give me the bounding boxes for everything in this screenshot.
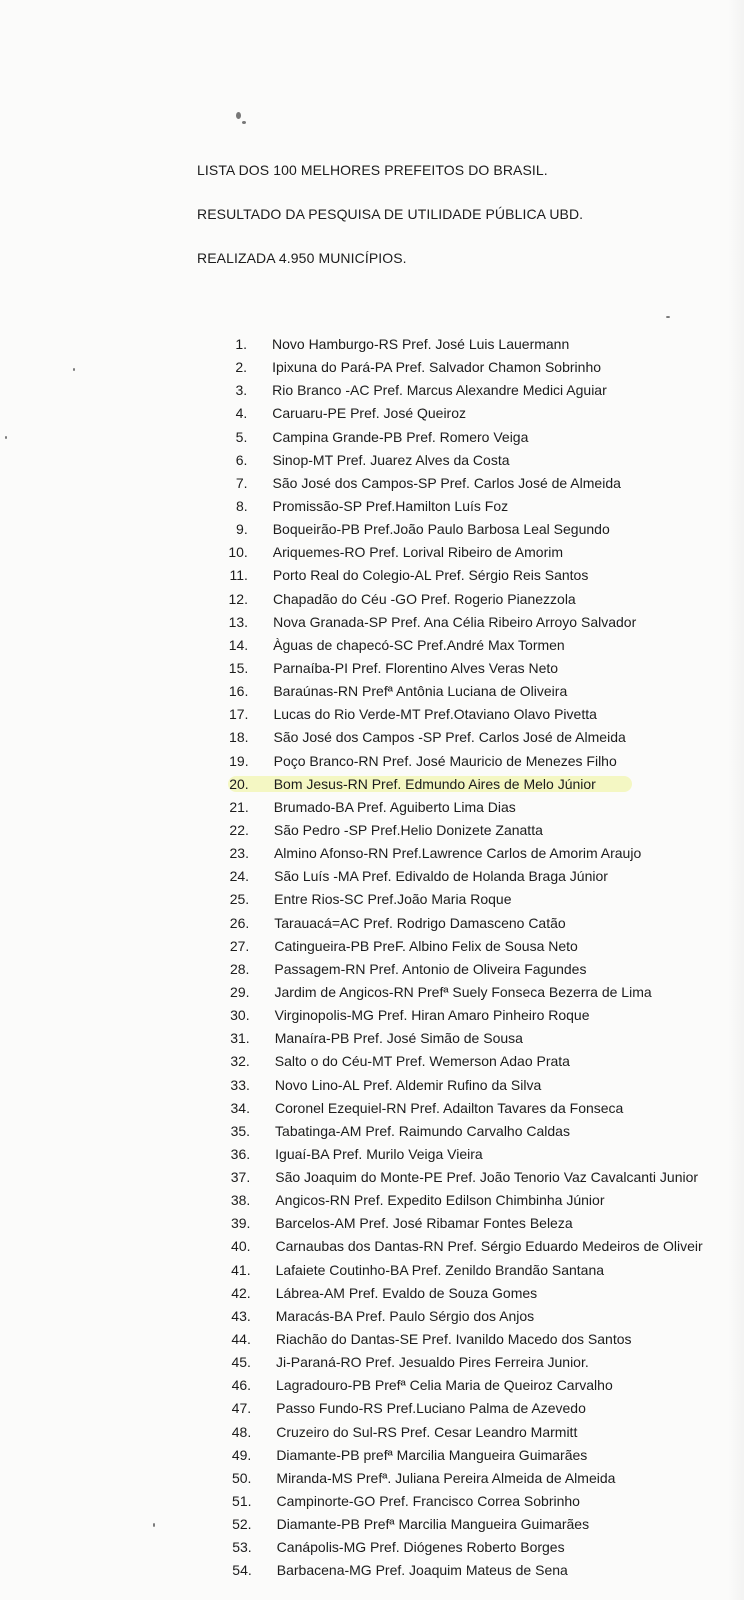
- list-item-number: 41.: [231, 1261, 251, 1278]
- list-item-number: 32.: [230, 1053, 250, 1070]
- list-item: [0, 1259, 744, 1282]
- list-item-text: Almino Afonso-RN Pref.Lawrence Carlos de Amorim Araujo: [273, 845, 642, 862]
- list-item-text: Lucas do Rio Verde-MT Pref.Otaviano Olavo Pivetta: [273, 706, 597, 723]
- list-item: [0, 1444, 744, 1467]
- list-item: [0, 634, 744, 657]
- list-item: [0, 657, 744, 680]
- list-item-text: Campinorte-GO Pref. Francisco Correa Sobrinho: [276, 1493, 580, 1510]
- document-subtitle: RESULTADO DA PESQUISA DE UTILIDADE PÚBLICA UBD.: [197, 206, 584, 222]
- list-item-text: Novo Hamburgo-RS Pref. José Luis Lauermann: [272, 336, 570, 352]
- list-item-number: 44.: [231, 1331, 251, 1348]
- list-item-text: Carnaubas dos Dantas-RN Pref. Sérgio Eduardo Medeiros de Oliveir: [275, 1238, 703, 1255]
- list-item: [0, 356, 744, 379]
- list-item-number: 34.: [230, 1099, 250, 1116]
- list-item-number: 17.: [228, 706, 249, 723]
- list-item: [0, 935, 744, 958]
- list-item-number: 26.: [229, 914, 250, 931]
- list-item-text: Ariquemes-RO Pref. Lorival Ribeiro de Amorim: [272, 544, 564, 561]
- list-item-text: São Luís -MA Pref. Edivaldo de Holanda Braga Júnior: [274, 868, 608, 885]
- list-item: [0, 1166, 744, 1189]
- list-item: [0, 541, 744, 564]
- list-item-number: 53.: [232, 1539, 252, 1556]
- list-item-number: 47.: [231, 1400, 252, 1417]
- list-item-number: 43.: [231, 1307, 251, 1324]
- list-item-text: Rio Branco -AC Pref. Marcus Alexandre Medici Aguiar: [272, 382, 607, 399]
- list-item: [0, 402, 744, 425]
- list-item-text: Barbacena-MG Pref. Joaquim Mateus de Sena: [276, 1562, 568, 1579]
- list-item-text: Canápolis-MG Pref. Diógenes Roberto Borges: [276, 1539, 565, 1556]
- list-item-number: 19.: [229, 752, 249, 769]
- list-item: [0, 1212, 744, 1235]
- list-item-text: Tabatinga-AM Pref. Raimundo Carvalho Caldas: [275, 1122, 570, 1139]
- list-item: [0, 611, 744, 634]
- list-item: [0, 703, 744, 726]
- list-item-number: 30.: [230, 1007, 250, 1024]
- list-item-text: Passo Fundo-RS Pref.Luciano Palma de Azevedo: [276, 1400, 586, 1417]
- list-item: [0, 865, 744, 888]
- list-item-number: 50.: [231, 1469, 252, 1486]
- list-item-number: 23.: [229, 845, 249, 862]
- list-item-number: 38.: [230, 1192, 251, 1209]
- list-item-text: Tarauacá=AC Pref. Rodrigo Damasceno Catão: [274, 914, 566, 931]
- scan-speck: [666, 316, 670, 318]
- list-item-number: 33.: [230, 1076, 250, 1093]
- list-item: [0, 1143, 744, 1166]
- list-item-number: 37.: [230, 1169, 251, 1186]
- list-item: [0, 842, 744, 865]
- list-item-number: 51.: [232, 1493, 252, 1510]
- list-item-text: Bom Jesus-RN Pref. Edmundo Aires de Melo Júnior: [273, 775, 596, 792]
- list-item-number: 45.: [231, 1354, 251, 1371]
- list-item-number: 20.: [229, 775, 249, 792]
- list-item-number: 5.: [235, 428, 248, 445]
- list-item-text: Nova Granada-SP Pref. Ana Célia Ribeiro Arroyo Salvador: [273, 613, 637, 630]
- list-item-text: Coronel Ezequiel-RN Pref. Adailton Tavares da Fonseca: [274, 1099, 624, 1116]
- list-item-number: 28.: [229, 960, 250, 977]
- list-item: [0, 912, 744, 935]
- list-item-number: 3.: [235, 382, 248, 399]
- list-item-number: 11.: [229, 567, 248, 584]
- list-item: [0, 1097, 744, 1120]
- mayor-list: [0, 333, 744, 1583]
- list-item-text: Catingueira-PB PreF. Albino Felix de Sousa Neto: [274, 937, 578, 954]
- list-item: [0, 773, 744, 796]
- document-header: [197, 160, 583, 292]
- list-item: [0, 379, 744, 402]
- list-item-text: Riachão do Dantas-SE Pref. Ivanildo Macedo dos Santos: [275, 1331, 632, 1348]
- list-item-text: Boqueirão-PB Pref.João Paulo Barbosa Leal Segundo: [272, 521, 610, 538]
- list-item: [0, 958, 744, 981]
- list-item-text: Caruaru-PE Pref. José Queiroz: [272, 405, 467, 422]
- list-item: [0, 1351, 744, 1374]
- list-item-text: São Pedro -SP Pref.Helio Donizete Zanatta: [273, 821, 543, 838]
- list-item-number: 2.: [235, 359, 248, 376]
- list-item-number: 14.: [228, 636, 249, 653]
- list-item: [0, 472, 744, 495]
- list-item-number: 8.: [235, 497, 248, 514]
- list-item-text: Novo Lino-AL Pref. Aldemir Rufino da Silva: [274, 1076, 542, 1093]
- list-item-number: 27.: [229, 937, 250, 954]
- list-item-number: 13.: [228, 613, 249, 630]
- list-item-number: 16.: [228, 683, 249, 700]
- list-item: [0, 426, 744, 449]
- list-item-text: Virginopolis-MG Pref. Hiran Amaro Pinheiro Roque: [274, 1007, 590, 1024]
- list-item: [0, 680, 744, 703]
- list-item-text: Chapadão do Céu -GO Pref. Rogerio Pianezzola: [272, 590, 576, 607]
- list-item: [0, 1559, 744, 1582]
- list-item-number: 35.: [230, 1122, 251, 1139]
- list-item-text: Diamante-PB Prefª Marcilia Mangueira Guimarães: [276, 1516, 590, 1533]
- list-item-text: Sinop-MT Pref. Juarez Alves da Costa: [272, 451, 510, 468]
- list-item: [0, 1490, 744, 1513]
- list-item-text: Lagradouro-PB Prefª Celia Maria de Queiroz Carvalho: [276, 1377, 613, 1394]
- list-item-number: 48.: [231, 1423, 252, 1440]
- list-item: [0, 1004, 744, 1027]
- document-info: REALIZADA 4.950 MUNICÍPIOS.: [197, 250, 407, 266]
- list-item: [0, 1397, 744, 1420]
- list-item-text: Ipixuna do Pará-PA Pref. Salvador Chamon Sobrinho: [272, 359, 602, 376]
- list-item-text: Poço Branco-RN Pref. José Mauricio de Menezes Filho: [273, 752, 617, 769]
- list-item-number: 49.: [231, 1446, 252, 1463]
- list-item: [0, 1027, 744, 1050]
- list-item: [0, 1421, 744, 1444]
- list-item-number: 42.: [231, 1284, 251, 1301]
- list-item: [0, 796, 744, 819]
- list-item-text: Promissão-SP Pref.Hamilton Luís Foz: [272, 497, 509, 514]
- list-item: [0, 1235, 744, 1258]
- list-item: [0, 449, 744, 472]
- list-item-text: Baraúnas-RN Prefª Antônia Luciana de Oliveira: [273, 683, 568, 700]
- list-item-number: 40.: [231, 1238, 251, 1255]
- list-item-text: Salto o do Céu-MT Pref. Wemerson Adao Prata: [274, 1053, 570, 1070]
- list-item-text: Miranda-MS Prefª. Juliana Pereira Almeida de Almeida: [276, 1469, 616, 1486]
- list-item-text: Angicos-RN Pref. Expedito Edilson Chimbinha Júnior: [275, 1192, 605, 1209]
- list-item-number: 24.: [229, 868, 250, 885]
- list-item: [0, 888, 744, 911]
- list-item: [0, 1374, 744, 1397]
- list-item-number: 21.: [229, 798, 249, 815]
- list-item: [0, 333, 744, 356]
- list-item-text: Passagem-RN Pref. Antonio de Oliveira Fagundes: [274, 960, 587, 977]
- list-item: [0, 1050, 744, 1073]
- list-item-number: 12.: [228, 590, 248, 607]
- list-item-text: Porto Real do Colegio-AL Pref. Sérgio Reis Santos: [272, 567, 589, 584]
- list-item-number: 29.: [230, 983, 250, 1000]
- list-item: [0, 518, 744, 541]
- list-item-text: Cruzeiro do Sul-RS Pref. Cesar Leandro Marmitt: [276, 1423, 578, 1440]
- list-item: [0, 1074, 744, 1097]
- list-item-text: São José dos Campos-SP Pref. Carlos José de Almeida: [272, 474, 621, 491]
- list-item-text: Manaíra-PB Pref. José Simão de Sousa: [274, 1030, 523, 1047]
- list-item-number: 39.: [230, 1215, 251, 1232]
- list-item-text: Ji-Paraná-RO Pref. Jesualdo Pires Ferreira Junior.: [275, 1354, 589, 1371]
- list-item: [0, 1536, 744, 1559]
- list-item: [0, 819, 744, 842]
- list-item: [0, 1189, 744, 1212]
- document-title: LISTA DOS 100 MELHORES PREFEITOS DO BRASIL.: [197, 162, 548, 178]
- list-item: [0, 1467, 744, 1490]
- scan-speck: [236, 112, 241, 119]
- list-item: [0, 1328, 744, 1351]
- list-item-text: Maracás-BA Pref. Paulo Sérgio dos Anjos: [275, 1307, 535, 1324]
- list-item-text: Campina Grande-PB Pref. Romero Veiga: [272, 428, 529, 445]
- list-item: [0, 1282, 744, 1305]
- list-item-number: 15.: [228, 659, 249, 676]
- list-item-number: 6.: [235, 451, 248, 468]
- list-item-number: 31.: [230, 1030, 250, 1047]
- list-item: [0, 495, 744, 518]
- list-item-number: 4.: [235, 405, 248, 422]
- list-item: [0, 750, 744, 773]
- list-item: [0, 1513, 744, 1536]
- list-item: [0, 1120, 744, 1143]
- list-item-number: 36.: [230, 1145, 251, 1162]
- list-item: [0, 726, 744, 749]
- list-item-number: 25.: [229, 891, 250, 908]
- list-item-text: Lábrea-AM Pref. Evaldo de Souza Gomes: [275, 1284, 538, 1301]
- scan-speck: [242, 121, 246, 124]
- list-item-text: São José dos Campos -SP Pref. Carlos José de Almeida: [273, 729, 626, 746]
- list-item-number: 9.: [236, 521, 248, 538]
- list-item-number: 7.: [235, 474, 248, 491]
- list-item-text: Entre Rios-SC Pref.João Maria Roque: [274, 891, 512, 908]
- list-item-text: Àguas de chapecó-SC Pref.André Max Tormen: [273, 636, 565, 653]
- list-item-text: São Joaquim do Monte-PE Pref. João Tenorio Vaz Cavalcanti Junior: [275, 1169, 699, 1186]
- list-item-number: 54.: [232, 1562, 252, 1579]
- list-item-text: Parnaíba-PI Pref. Florentino Alves Veras Neto: [273, 659, 559, 676]
- list-item-text: Diamante-PB prefª Marcilia Mangueira Guimarães: [276, 1446, 588, 1463]
- list-item: [0, 1305, 744, 1328]
- list-item-number: 52.: [232, 1516, 252, 1533]
- list-item-text: Jardim de Angicos-RN Prefª Suely Fonseca Bezerra de Lima: [274, 983, 652, 1000]
- list-item-number: 10.: [228, 544, 248, 561]
- list-item-text: Iguaí-BA Pref. Murilo Veiga Vieira: [275, 1145, 483, 1162]
- list-item-text: Barcelos-AM Pref. José Ribamar Fontes Beleza: [275, 1215, 573, 1232]
- list-item-text: Lafaiete Coutinho-BA Pref. Zenildo Brandão Santana: [275, 1261, 605, 1278]
- list-item-text: Brumado-BA Pref. Aguiberto Lima Dias: [273, 798, 516, 815]
- list-item-number: 18.: [229, 729, 249, 746]
- list-item-number: 1.: [235, 336, 247, 352]
- list-item-number: 46.: [231, 1377, 252, 1394]
- list-item: [0, 981, 744, 1004]
- list-item: [0, 588, 744, 611]
- list-item: [0, 564, 744, 587]
- list-item-number: 22.: [229, 821, 249, 838]
